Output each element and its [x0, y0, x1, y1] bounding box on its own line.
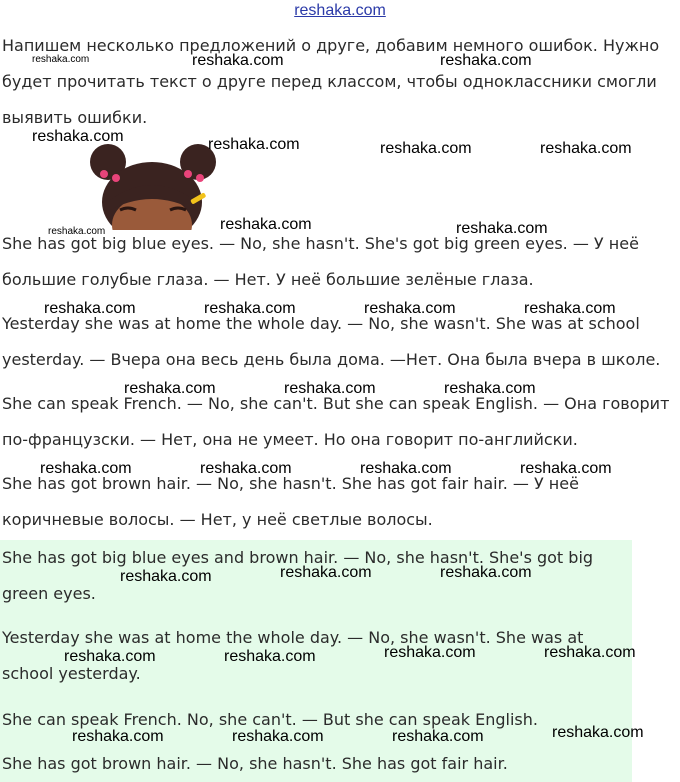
watermark: reshaka.com [520, 460, 612, 477]
watermark: reshaka.com [120, 568, 212, 585]
watermark: reshaka.com [540, 140, 632, 157]
watermark: reshaka.com [208, 136, 300, 153]
paragraph-french: She can speak French. — No, she can't. But she can speak English. — Она говорит по-французски. — Нет, она не умеет. Но она говорит по-английски. [2, 394, 670, 449]
paragraph-eyes: She has got big blue eyes. — No, she hasn't. She's got big green eyes. — У неё большие голубые глаза. — Нет. У неё большие зелёные глаза. [2, 234, 639, 289]
watermark: reshaka.com [360, 460, 452, 477]
answer-french: She can speak French. No, she can't. — But she can speak English. [2, 710, 538, 729]
intro-text: Напишем несколько предложений о друге, добавим немного ошибок. Нужно будет прочитать текст о друге перед классом, чтобы одноклассники смогли выявить ошибки. [2, 36, 660, 127]
watermark: reshaka.com [232, 728, 324, 745]
watermark: reshaka.com [40, 460, 132, 477]
paragraph-hair: She has got brown hair. — No, she hasn't. She has got fair hair. — У неё коричневые волосы. — Нет, у неё светлые волосы. [2, 474, 579, 529]
answer-school: Yesterday she was at home the whole day. — No, she wasn't. She was at school yesterday. [2, 628, 584, 683]
watermark: reshaka.com [192, 52, 284, 69]
watermark: reshaka.com [44, 300, 136, 317]
watermark: reshaka.com [224, 648, 316, 665]
watermark: reshaka.com [48, 226, 106, 237]
watermark: reshaka.com [440, 564, 532, 581]
site-header-link[interactable]: reshaka.com [294, 2, 386, 19]
watermark: reshaka.com [32, 128, 124, 145]
watermark: reshaka.com [456, 220, 548, 237]
paragraph-school: Yesterday she was at home the whole day. — No, she wasn't. She was at school yesterday. — Вчера она весь день была дома. —Нет. Она была вчера в школе. [2, 314, 661, 369]
watermark: reshaka.com [384, 644, 476, 661]
watermark: reshaka.com [524, 300, 616, 317]
watermark: reshaka.com [380, 140, 472, 157]
watermark: reshaka.com [64, 648, 156, 665]
watermark: reshaka.com [544, 644, 636, 661]
answer-hair: She has got brown hair. — No, she hasn't. She has got fair hair. [2, 754, 508, 773]
girl-illustration [80, 140, 220, 230]
watermark: reshaka.com [364, 300, 456, 317]
watermark: reshaka.com [440, 52, 532, 69]
watermark: reshaka.com [444, 380, 536, 397]
answer-eyes: She has got big blue eyes and brown hair. — No, she hasn't. She's got big green eyes. [2, 548, 594, 603]
watermark: reshaka.com [32, 54, 90, 65]
watermark: reshaka.com [200, 460, 292, 477]
watermark: reshaka.com [392, 728, 484, 745]
watermark: reshaka.com [124, 380, 216, 397]
watermark: reshaka.com [284, 380, 376, 397]
watermark: reshaka.com [72, 728, 164, 745]
watermark: reshaka.com [552, 724, 644, 741]
watermark: reshaka.com [220, 216, 312, 233]
watermark: reshaka.com [280, 564, 372, 581]
watermark: reshaka.com [204, 300, 296, 317]
